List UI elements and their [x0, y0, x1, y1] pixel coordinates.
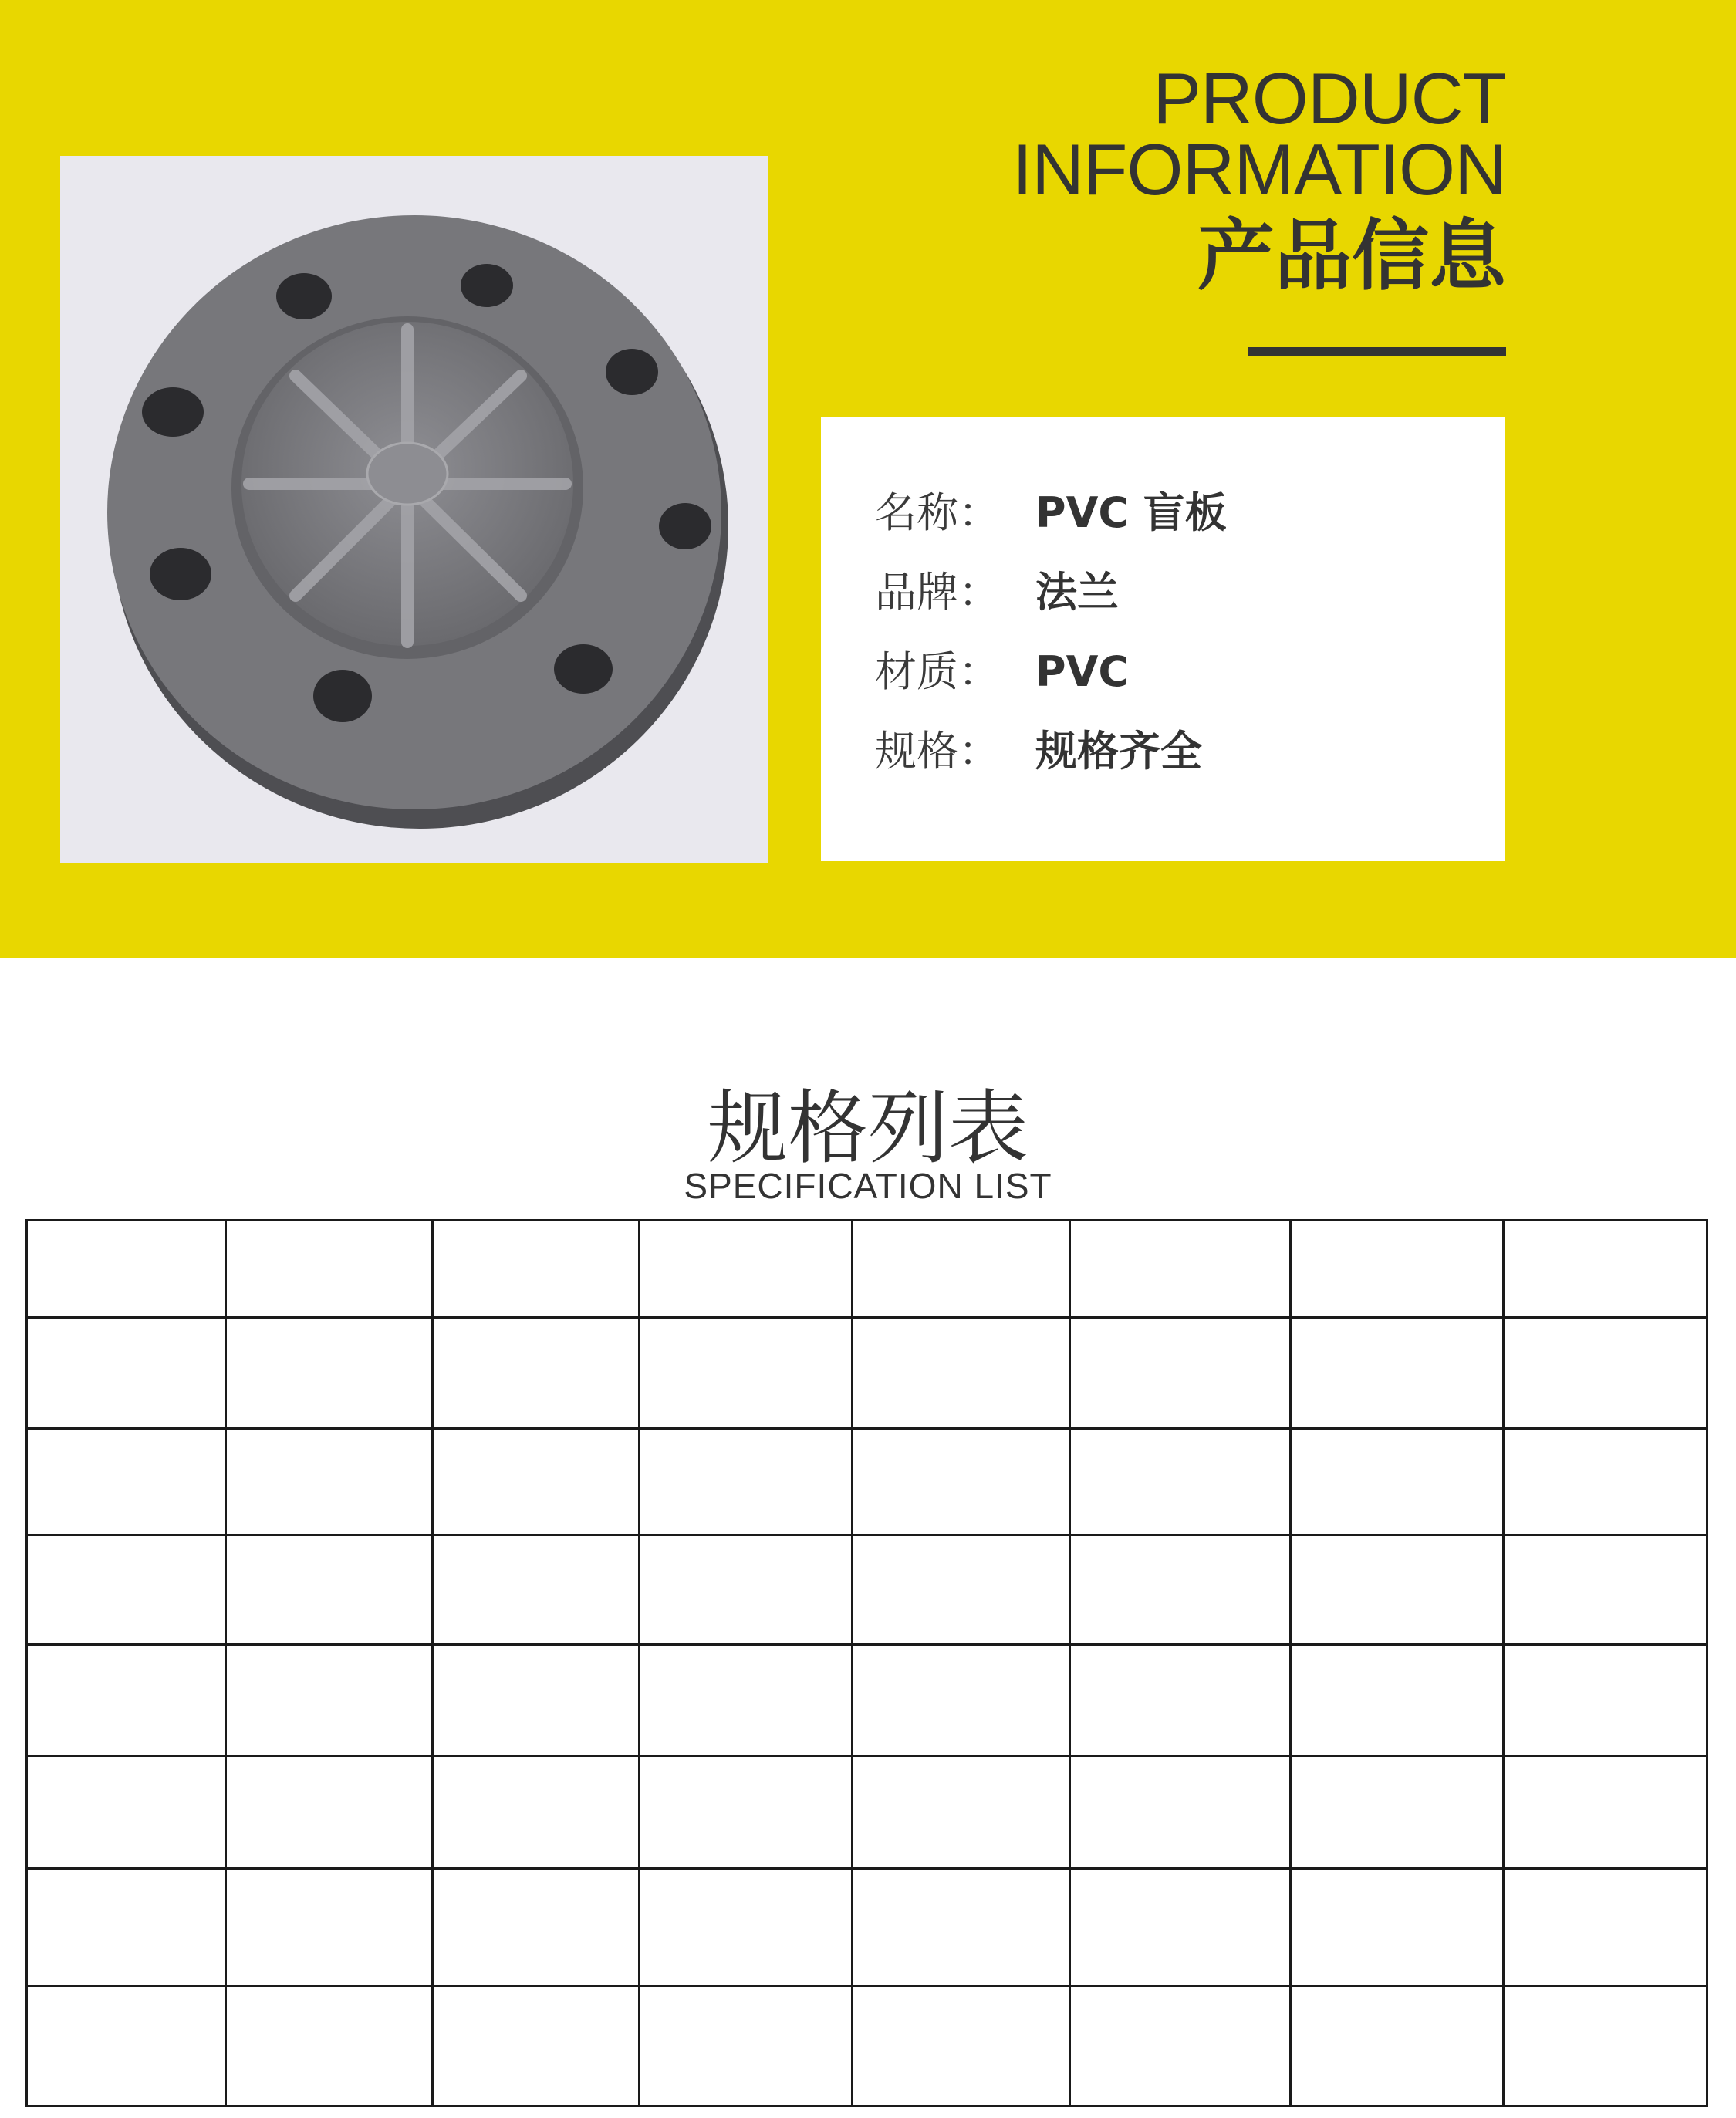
table-cell	[433, 1221, 640, 1318]
spec-table-body	[27, 1221, 1707, 2106]
table-cell	[853, 1429, 1070, 1535]
table-cell	[853, 1318, 1070, 1429]
spec-list-subtitle: SPECIFICATION LIST	[684, 1166, 1052, 1206]
info-label: 品牌：	[875, 568, 1000, 616]
info-label: 名称：	[875, 488, 1000, 537]
product-info-heading	[1012, 58, 1506, 302]
table-cell	[853, 1645, 1070, 1756]
info-value: 规格齐全	[1035, 727, 1202, 775]
table-cell	[433, 1869, 640, 1986]
table-cell	[1070, 1869, 1291, 1986]
table-cell	[853, 1221, 1070, 1318]
table-row	[27, 1869, 1707, 1986]
table-cell	[1504, 1318, 1707, 1429]
table-cell	[853, 1869, 1070, 1986]
table-cell	[1291, 1318, 1504, 1429]
info-row-brand	[875, 559, 1119, 619]
info-value: 法兰	[1035, 568, 1119, 616]
table-cell	[27, 1869, 226, 1986]
info-label: 规格：	[875, 727, 1000, 775]
table-cell	[853, 1756, 1070, 1869]
table-cell	[1504, 1645, 1707, 1756]
table-cell	[226, 1318, 433, 1429]
pvc-blind-flange-icon	[60, 156, 768, 863]
table-cell	[226, 1221, 433, 1318]
table-row	[27, 1986, 1707, 2106]
info-value: PVC 盲板	[1035, 488, 1227, 537]
table-cell	[1291, 1221, 1504, 1318]
info-row-name	[875, 480, 1227, 539]
table-cell	[433, 1429, 640, 1535]
table-cell	[27, 1318, 226, 1429]
table-row	[27, 1318, 1707, 1429]
table-cell	[640, 1221, 853, 1318]
product-photo	[60, 156, 768, 863]
info-card	[821, 417, 1505, 861]
table-cell	[1291, 1986, 1504, 2106]
table-cell	[853, 1986, 1070, 2106]
table-cell	[1070, 1535, 1291, 1645]
info-value: PVC	[1035, 647, 1129, 696]
table-cell	[1291, 1429, 1504, 1535]
table-cell	[226, 1645, 433, 1756]
table-cell	[27, 1986, 226, 2106]
table-cell	[226, 1535, 433, 1645]
table-row	[27, 1221, 1707, 1318]
info-row-material	[875, 639, 1129, 698]
table-cell	[1070, 1221, 1291, 1318]
table-cell	[1291, 1756, 1504, 1869]
info-label: 材质：	[875, 647, 1000, 696]
table-cell	[640, 1756, 853, 1869]
table-cell	[1504, 1986, 1707, 2106]
table-cell	[640, 1645, 853, 1756]
table-cell	[1291, 1869, 1504, 1986]
table-cell	[1504, 1221, 1707, 1318]
table-cell	[640, 1429, 853, 1535]
table-cell	[433, 1756, 640, 1869]
table-cell	[640, 1869, 853, 1986]
table-row	[27, 1645, 1707, 1756]
heading-cn: 产品信息	[1197, 211, 1506, 301]
table-cell	[433, 1318, 640, 1429]
table-cell	[226, 1986, 433, 2106]
table-cell	[27, 1535, 226, 1645]
spec-table	[25, 1219, 1708, 2107]
table-cell	[640, 1318, 853, 1429]
heading-en-line1: PRODUCT	[1153, 58, 1506, 139]
table-cell	[1070, 1318, 1291, 1429]
table-cell	[433, 1645, 640, 1756]
table-row	[27, 1429, 1707, 1535]
table-cell	[27, 1429, 226, 1535]
table-cell	[1504, 1429, 1707, 1535]
table-cell	[27, 1221, 226, 1318]
table-cell	[1291, 1645, 1504, 1756]
table-cell	[27, 1756, 226, 1869]
table-cell	[853, 1535, 1070, 1645]
table-cell	[1504, 1869, 1707, 1986]
table-cell	[1070, 1756, 1291, 1869]
spec-list-title: 规格列表	[707, 1081, 1028, 1175]
info-row-spec	[875, 718, 1202, 778]
table-cell	[433, 1986, 640, 2106]
table-cell	[1070, 1645, 1291, 1756]
table-cell	[226, 1429, 433, 1535]
table-cell	[640, 1986, 853, 2106]
table-cell	[433, 1535, 640, 1645]
heading-en-line2: INFORMATION	[1012, 129, 1506, 210]
table-cell	[640, 1535, 853, 1645]
table-cell	[1504, 1535, 1707, 1645]
table-cell	[226, 1869, 433, 1986]
table-cell	[1070, 1986, 1291, 2106]
table-cell	[1291, 1535, 1504, 1645]
table-row	[27, 1756, 1707, 1869]
table-row	[27, 1535, 1707, 1645]
heading-divider	[1248, 347, 1506, 356]
table-cell	[226, 1756, 433, 1869]
table-cell	[27, 1645, 226, 1756]
table-cell	[1504, 1756, 1707, 1869]
table-cell	[1070, 1429, 1291, 1535]
